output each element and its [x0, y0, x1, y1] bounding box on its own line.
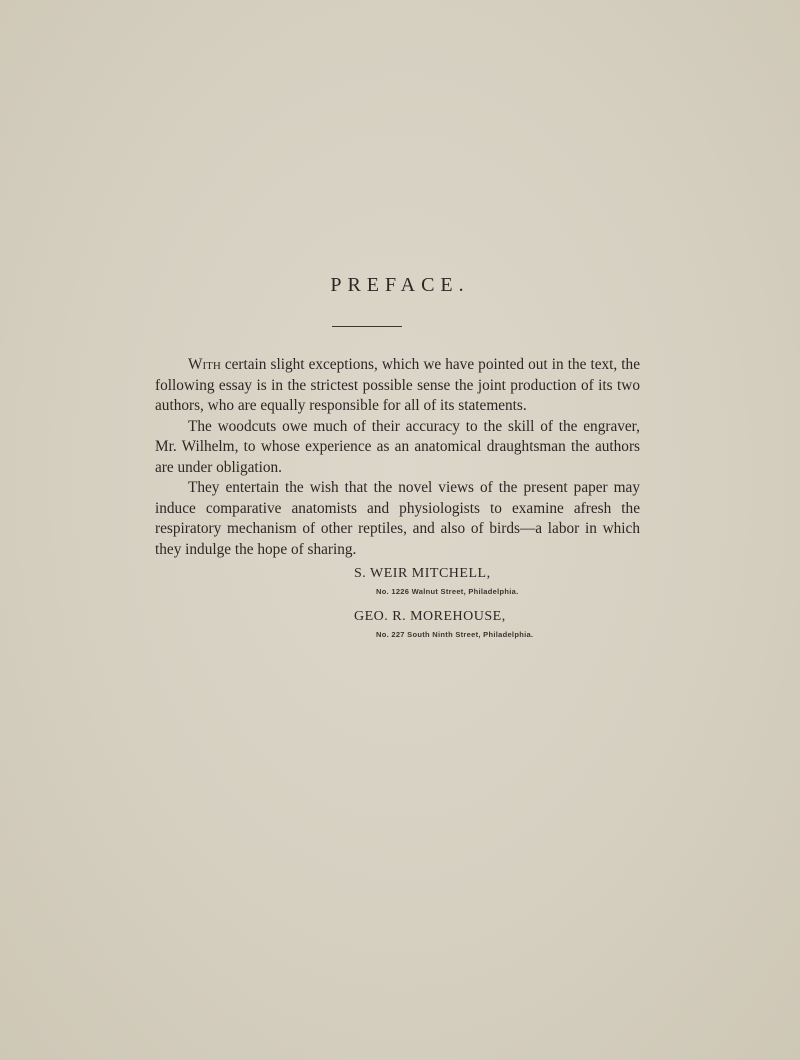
- title-divider: [332, 326, 402, 327]
- paragraph-3: [155, 478, 640, 560]
- signature-name-2: GEO. R. MOREHOUSE,: [354, 609, 506, 624]
- paragraph-text: certain slight exceptions, which we have pointed out in the text, the following essay is in the strictest possible sense the joint production of its two authors, who are equally responsible for all of its statements.: [155, 356, 640, 414]
- page-title: PREFACE.: [330, 274, 470, 296]
- paragraph-text: The woodcuts owe much of their accuracy to the skill of the engraver, Mr. Wilhelm, to whose experience as an anatomical draughtsman the authors are under obligation.: [155, 417, 640, 476]
- preface-body: [155, 355, 640, 560]
- paragraph-2: [155, 417, 640, 479]
- signature-address-1: No. 1226 Walnut Street, Philadelphia.: [376, 587, 519, 596]
- signature-name-1: S. WEIR MITCHELL,: [354, 566, 491, 581]
- paragraph-lead: With: [188, 356, 221, 373]
- paragraph-text: They entertain the wish that the novel views of the present paper may induce comparative anatomists and physiologists to examine afresh the respiratory mechanism of other reptiles, and also of birds—a labor in which they indulge the hope of sharing.: [155, 479, 640, 558]
- paragraph-1: [155, 355, 640, 417]
- signature-address-2: No. 227 South Ninth Street, Philadelphia.: [376, 630, 534, 639]
